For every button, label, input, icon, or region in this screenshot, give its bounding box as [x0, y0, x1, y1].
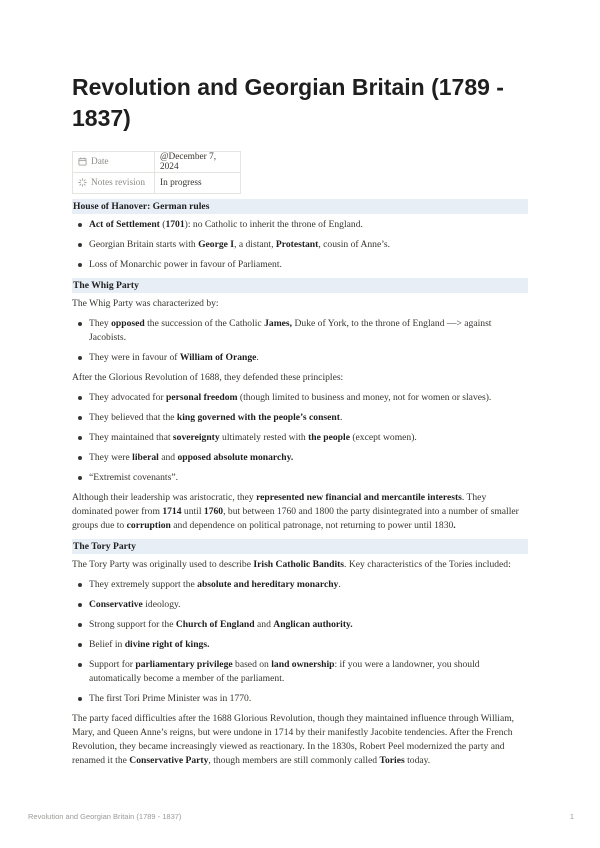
- property-label: Notes revision: [91, 178, 145, 188]
- list-item: “Extremist covenants”.: [72, 471, 528, 485]
- list-item: They were in favour of William of Orange.: [72, 351, 528, 365]
- paragraph: The party faced difficulties after the 1688 Glorious Revolution, though they maintained influence through William, Mary, and Queen Anne’s reigns, but were undone in 1714 by their manifestly Jacobite tendencies. After the French Revolution, they became increasingly viewed as reactionary. In the 1830s, Robert Peel modernized the party and renamed it the Conservative Party, though members are still commonly called Tories today.: [72, 713, 515, 766]
- list-item: Conservative ideology.: [72, 598, 528, 612]
- document-page: [72, 72, 528, 774]
- property-key-date: [73, 152, 155, 173]
- list-item: They were liberal and opposed absolute monarchy.: [72, 451, 528, 465]
- property-row-date: [73, 152, 241, 173]
- paragraph: After the Glorious Revolution of 1688, they defended these principles:: [72, 372, 344, 383]
- section-heading-hanover: House of Hanover: German rules: [72, 199, 528, 214]
- list-item: They opposed the succession of the Catholic James, Duke of York, to the throne of England —> against Jacobists.: [72, 317, 528, 345]
- list-item: They maintained that sovereignty ultimately rested with the people (except women).: [72, 431, 528, 445]
- property-value-status[interactable]: In progress: [155, 173, 241, 194]
- hanover-list: [72, 218, 528, 272]
- calendar-icon: [78, 157, 87, 166]
- page-footer: [28, 812, 574, 821]
- status-loader-icon: [78, 178, 87, 187]
- page-number: 1: [569, 812, 574, 821]
- list-item: They extremely support the absolute and hereditary monarchy.: [72, 578, 528, 592]
- section-heading-whig: The Whig Party: [72, 278, 528, 293]
- list-item: Georgian Britain starts with George I, a distant, Protestant, cousin of Anne’s.: [72, 238, 528, 252]
- list-item: They advocated for personal freedom (though limited to business and money, not for women or slaves).: [72, 391, 528, 405]
- list-item: The first Tori Prime Minister was in 1770.: [72, 692, 528, 706]
- properties-table: [72, 151, 241, 194]
- property-key-status: [73, 173, 155, 194]
- property-row-status: [73, 173, 241, 194]
- property-value-date[interactable]: @December 7, 2024: [155, 152, 241, 173]
- section-heading-tory: The Tory Party: [72, 539, 528, 554]
- whig-list-1: [72, 317, 528, 365]
- footer-title: Revolution and Georgian Britain (1789 - 1837): [28, 812, 182, 821]
- page-title: Revolution and Georgian Britain (1789 - 1837): [72, 74, 504, 131]
- paragraph: The Tory Party was originally used to describe Irish Catholic Bandits. Key characteristics of the Tories included:: [72, 559, 511, 570]
- whig-list-2: [72, 391, 528, 485]
- paragraph: Although their leadership was aristocratic, they represented new financial and mercantile interests. They dominated power from 1714 until 1760, but between 1760 and 1800 the party disintegrated into a number of smaller groups due to corruption and dependence on political patronage, not returning to power until 1830.: [72, 492, 519, 531]
- list-item: Strong support for the Church of England and Anglican authority.: [72, 618, 528, 632]
- paragraph: The Whig Party was characterized by:: [72, 298, 219, 309]
- list-item: Belief in divine right of kings.: [72, 638, 528, 652]
- tory-list: [72, 578, 528, 706]
- list-item: They believed that the king governed with the people’s consent.: [72, 411, 528, 425]
- property-label: Date: [91, 157, 109, 167]
- list-item: Loss of Monarchic power in favour of Parliament.: [72, 258, 528, 272]
- list-item: Act of Settlement (1701): no Catholic to inherit the throne of England.: [72, 218, 528, 232]
- list-item: Support for parliamentary privilege based on land ownership: if you were a landowner, you should automatically become a member of the parliament.: [72, 658, 528, 686]
